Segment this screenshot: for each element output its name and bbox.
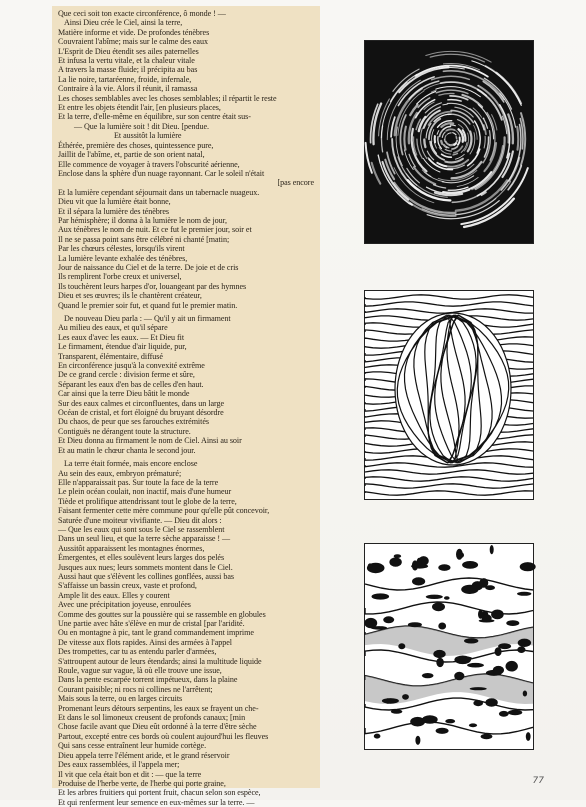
- poem-line: Et les arbres fruitiers qui portent fruit, chacun selon son espèce,: [58, 788, 261, 798]
- poem-line: Émergentes, et elles soulèvent leurs larges dos pelés: [58, 553, 225, 563]
- spotted-drawing-svg: [365, 544, 533, 749]
- poem-line: Des eaux rassemblées, il l'appela mer;: [58, 760, 180, 770]
- poem-line: Ils touchèrent leurs harpes d'or, louangeant par des hymnes: [58, 281, 247, 291]
- poem-line: La lumière levante exhalée des ténèbres,: [58, 253, 188, 263]
- poem-line: Des trompettes, car tu as entendu parler d'armées,: [58, 647, 217, 657]
- spotted-waves-drawing-icon: [364, 543, 534, 750]
- poem-line: Chose facile avant que Dieu eût ordonné à la terre d'être sèche: [58, 722, 257, 732]
- poem-line: Que ceci soit ton exacte circonférence, ô monde ! —: [58, 9, 226, 18]
- poem-line: Courant paisible; ni rocs ni collines ne l'arrêtent;: [58, 684, 213, 694]
- poem-line: Au sein des eaux, embryon prématuré;: [58, 468, 182, 478]
- poem-line: Il ne se passa point sans être célébré ni chanté [matin;: [58, 234, 230, 244]
- poem-line: Elle n'apparaissait pas. Sur toute la face de la terre: [58, 477, 219, 487]
- poem-line: Jusques aux nues; leurs sommets montent dans le Ciel.: [58, 562, 233, 572]
- page-number: 77: [532, 776, 544, 786]
- poem-line: Du chaos, de peur que ses farouches extrémités: [58, 417, 209, 427]
- poem-line: Avec une précipitation joyeuse, enroulées: [58, 600, 191, 610]
- poem-line: Dieu appela terre l'élément aride, et le grand réservoir: [58, 750, 230, 760]
- vortex-ink-drawing-icon: [364, 40, 534, 244]
- poem-line: Produise de l'herbe verte, de l'herbe qui porte graine,: [58, 778, 226, 788]
- poem-line: Dieu et ses œuvres; ils le chantèrent créateur,: [58, 291, 202, 301]
- poem-line: Tiède et prolifique attendrissant tout le globe de la terre,: [58, 496, 237, 506]
- poem-line: Aussitôt apparaissent les montagnes énormes,: [58, 543, 205, 553]
- poem-line: Dieu vit que la lumière était bonne,: [58, 197, 171, 207]
- poem-line: Et dans le sol limoneux creusent de profonds canaux; [min: [58, 713, 246, 723]
- poem-line: Aussi haut que s'élèvent les collines gonflées, aussi bas: [58, 571, 234, 581]
- poem-line: Dans un seul lieu, et que la terre sèche apparaisse ! —: [58, 534, 231, 544]
- poem-line: — Que les eaux qui sont sous le Ciel se rassemblent: [58, 524, 225, 534]
- poem-line: Et aussitôt la lumière: [114, 131, 182, 141]
- poem-line: Ample lit des eaux. Elles y courent: [58, 590, 170, 600]
- poem-line: A travers la masse fluide; il précipita au bas: [58, 65, 198, 75]
- poem-line: Partout, excepté entre ces bords où coulent aujourd'hui les fleuves: [58, 731, 269, 741]
- poem-line: Car ainsi que la terre Dieu bâtit le monde: [58, 389, 190, 399]
- poem-line: Quand le premier soir fut, et quand fut le premier matin.: [58, 300, 238, 310]
- poem-line: Par hémisphère; il donna à la lumière le nom de jour,: [58, 215, 227, 225]
- poem-line: Sur des eaux calmes et circonfluentes, dans un large: [58, 398, 225, 408]
- poem-line: S'attroupent autour de leurs étendards; ainsi la multitude liquide: [58, 656, 262, 666]
- poem-line: Elle commence de voyager à travers l'obscurité aérienne,: [58, 159, 240, 169]
- poem-line: Mais sous la terre, ou en larges circuits: [58, 694, 183, 704]
- poem-line: Contraire à la vie. Alors il réunit, il ramassa: [58, 84, 198, 94]
- poem-line: Couvraient l'abîme; mais sur le calme des eaux: [58, 37, 208, 47]
- poem-text-column: [52, 6, 320, 807]
- poem-line: Enclose dans la sphère d'un nuage rayonnant. Car le soleil n'était: [58, 168, 265, 178]
- poem-line: Ainsi Dieu crée le Ciel, ainsi la terre,: [64, 18, 183, 28]
- poem-line: — Que la lumière soit ! dit Dieu. [pendue.: [74, 121, 210, 131]
- wavy-drawing-svg: [365, 291, 533, 499]
- poem-line: Le firmament, étendue d'air liquide, pur,: [58, 342, 187, 352]
- poem-line: La lie noire, tartaréenne, froide, infernale,: [58, 74, 192, 84]
- poem-line: Jour de naissance du Ciel et de la terre. De joie et de cris: [58, 262, 239, 272]
- poem-line: De ce grand cercle : division ferme et sûre,: [58, 370, 195, 380]
- poem-line: Par les chœurs célestes, lorsqu'ils virent: [58, 244, 185, 254]
- poem-line: Océan de cristal, et fort éloigné du bruyant désordre: [58, 408, 224, 418]
- poem-line: Éthérée, première des choses, quintessence pure,: [58, 140, 214, 150]
- poem-line: Il vit que cela était bon et dit : — que la terre: [58, 769, 202, 779]
- poem-line: Roule, vague sur vague, là où elle trouve une issue,: [58, 666, 222, 676]
- wavy-lines-sphere-drawing-icon: [364, 290, 534, 500]
- poem-line: L'Esprit de Dieu étendit ses ailes paternelles: [58, 46, 199, 56]
- poem-line: Et entre les objets étendit l'air, [en plusieurs places,: [58, 103, 221, 113]
- poem-line: Et la terre, d'elle-même en équilibre, sur son centre était sus-: [58, 112, 251, 122]
- poem-line: De nouveau Dieu parla : — Qu'il y ait un firmament: [64, 314, 231, 323]
- poem-line: Et qui renferment leur semence en eux-mêmes sur la terre. —: [58, 797, 255, 807]
- poem-line: Et il sépara la lumière des ténèbres: [58, 206, 170, 216]
- poem-line: Dans la pente escarpée torrent impétueux, dans la plaine: [58, 675, 238, 685]
- poem-line: [pas encore: [277, 178, 314, 188]
- poem-line: Et Dieu donna au firmament le nom de Ciel. Ainsi au soir: [58, 436, 242, 446]
- poem-line: Le plein océan coulait, non inactif, mais d'une humeur: [58, 487, 232, 497]
- poem-line: Une partie avec hâte s'élève en mur de cristal [par l'aridité.: [58, 619, 245, 628]
- poem-line: Ils remplirent l'orbe creux et universel,: [58, 272, 182, 282]
- poem-line: Les choses semblables avec les choses semblables; il répartit le reste: [58, 93, 277, 103]
- poem-line: De vitesse aux flots rapides. Ainsi des armées à l'appel: [58, 637, 232, 647]
- poem-line: Comme des gouttes sur la poussière qui se rassemble en globules: [58, 609, 266, 619]
- poem-line: Au milieu des eaux, et qu'il sépare: [58, 323, 168, 333]
- poem-line: Et la lumière cependant séjournait dans un tabernacle nuageux.: [58, 187, 260, 197]
- poem-line: Transparent, élémentaire, diffusé: [58, 351, 163, 361]
- poem-line: Qui sans cesse entraînent leur humide cortège.: [58, 741, 207, 751]
- poem-line: Aux ténèbres le nom de nuit. Et ce fut le premier jour, soir et: [58, 225, 252, 235]
- poem-line: En circonférence jusqu'à la convexité extrême: [58, 361, 205, 371]
- poem-line: Ou en montagne à pic, tant le grand commandement imprime: [58, 628, 254, 638]
- poem-line: Et infusa la vertu vitale, et la chaleur vitale: [58, 56, 195, 66]
- poem-line: Saturée d'une moiteur vivifiante. — Dieu dit alors :: [58, 515, 222, 525]
- poem-line: Faisant fermenter cette mère commune pour qu'elle pût concevoir,: [58, 506, 270, 516]
- vortex-drawing-svg: [365, 41, 533, 243]
- poem-line: Matière informe et vide. De profondes ténèbres: [58, 27, 210, 37]
- poem-line: La terre était formée, mais encore enclose: [64, 459, 198, 469]
- poem-line: Les eaux d'avec les eaux. — Et Dieu fit: [58, 332, 185, 342]
- poem-line: Et au matin le chœur chanta le second jour.: [58, 445, 196, 455]
- poem-line: Contiguës ne dérangent toute la structure.: [58, 426, 191, 436]
- poem-line: Séparant les eaux d'en bas de celles d'en haut.: [58, 379, 204, 389]
- poem-line: Promenant leurs détours serpentins, les eaux se frayent un che-: [58, 703, 259, 713]
- poem-line: Jaillit de l'abîme, et, partie de son orient natal,: [58, 150, 205, 160]
- poem-line: S'affaisse un bassin creux, vaste et profond,: [58, 581, 197, 591]
